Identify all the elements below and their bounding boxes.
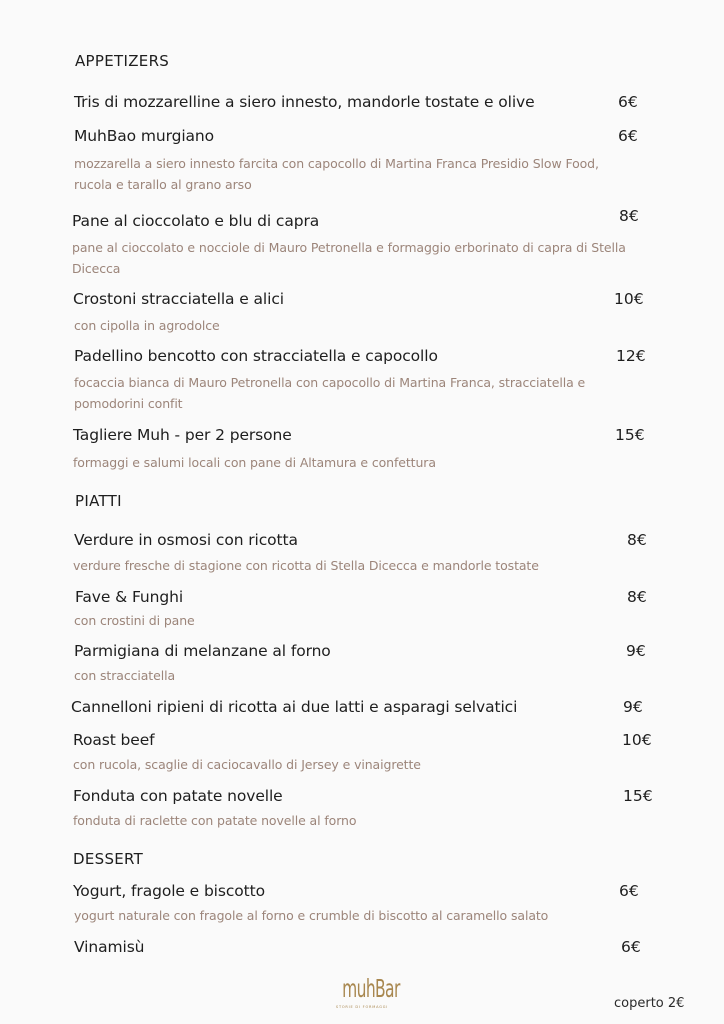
item-name: Crostoni stracciatella e alici xyxy=(73,290,284,308)
item-description: con crostini di pane xyxy=(74,613,195,628)
item-name: Padellino bencotto con stracciatella e capocollo xyxy=(74,347,438,365)
item-description: verdure fresche di stagione con ricotta di Stella Dicecca e mandorle tostate xyxy=(73,558,539,573)
item-name: MuhBao murgiano xyxy=(74,127,215,145)
item-price: 9€ xyxy=(623,698,643,716)
muhbar-logo xyxy=(330,974,400,1009)
item-name: Verdure in osmosi con ricotta xyxy=(74,531,298,549)
item-description: con rucola, scaglie di caciocavallo di Jersey e vinaigrette xyxy=(73,757,421,772)
item-price: 15€ xyxy=(623,787,653,805)
cover-charge: coperto 2€ xyxy=(614,996,685,1011)
item-price: 12€ xyxy=(616,347,646,365)
item-name: Vinamisù xyxy=(74,938,145,956)
item-price: 6€ xyxy=(619,882,639,900)
item-name: Fave & Funghi xyxy=(75,588,184,606)
section-title-dessert: DESSERT xyxy=(73,850,144,868)
section-title-appetizers: APPETIZERS xyxy=(75,52,170,70)
item-description: fonduta di raclette con patate novelle al forno xyxy=(73,813,357,828)
section-title-piatti: PIATTI xyxy=(75,492,122,510)
item-price: 15€ xyxy=(615,426,645,444)
item-description: formaggi e salumi locali con pane di Altamura e confettura xyxy=(73,455,436,470)
item-description: focaccia bianca di Mauro Petronella con capocollo di Martina Franca, stracciatella e pomodorini confit xyxy=(74,375,586,411)
item-price: 10€ xyxy=(622,731,652,749)
item-price: 8€ xyxy=(627,588,647,606)
item-name: Tris di mozzarelline a siero innesto, mandorle tostate e olive xyxy=(74,93,535,111)
item-name: Cannelloni ripieni di ricotta ai due latti e asparagi selvatici xyxy=(71,698,518,716)
item-price: 8€ xyxy=(619,207,639,225)
item-description: con cipolla in agrodolce xyxy=(74,318,220,333)
logo-tagline: STORIE DI FORMAGGI xyxy=(335,1005,389,1009)
item-description: mozzarella a siero innesto farcita con capocollo di Martina Franca Presidio Slow Food, rucola e tarallo al grano arso xyxy=(74,156,599,192)
item-price: 6€ xyxy=(621,938,641,956)
item-price: 10€ xyxy=(614,290,644,308)
item-price: 6€ xyxy=(618,127,638,145)
item-description: pane al cioccolato e nocciole di Mauro Petronella e formaggio erborinato di capra di Stella Dicecca xyxy=(72,240,626,276)
item-description: yogurt naturale con fragole al forno e crumble di biscotto al caramello salato xyxy=(74,908,549,923)
item-name: Yogurt, fragole e biscotto xyxy=(73,882,266,900)
item-price: 9€ xyxy=(626,642,646,660)
item-description: con stracciatella xyxy=(74,668,176,683)
item-name: Roast beef xyxy=(73,731,155,749)
item-name: Tagliere Muh - per 2 persone xyxy=(73,426,292,444)
item-name: Pane al cioccolato e blu di capra xyxy=(72,212,320,230)
item-name: Fonduta con patate novelle xyxy=(73,787,283,805)
logo-wordmark: muhBar xyxy=(342,974,400,1003)
item-name: Parmigiana di melanzane al forno xyxy=(74,642,331,660)
item-price: 6€ xyxy=(618,93,638,111)
item-price: 8€ xyxy=(627,531,647,549)
